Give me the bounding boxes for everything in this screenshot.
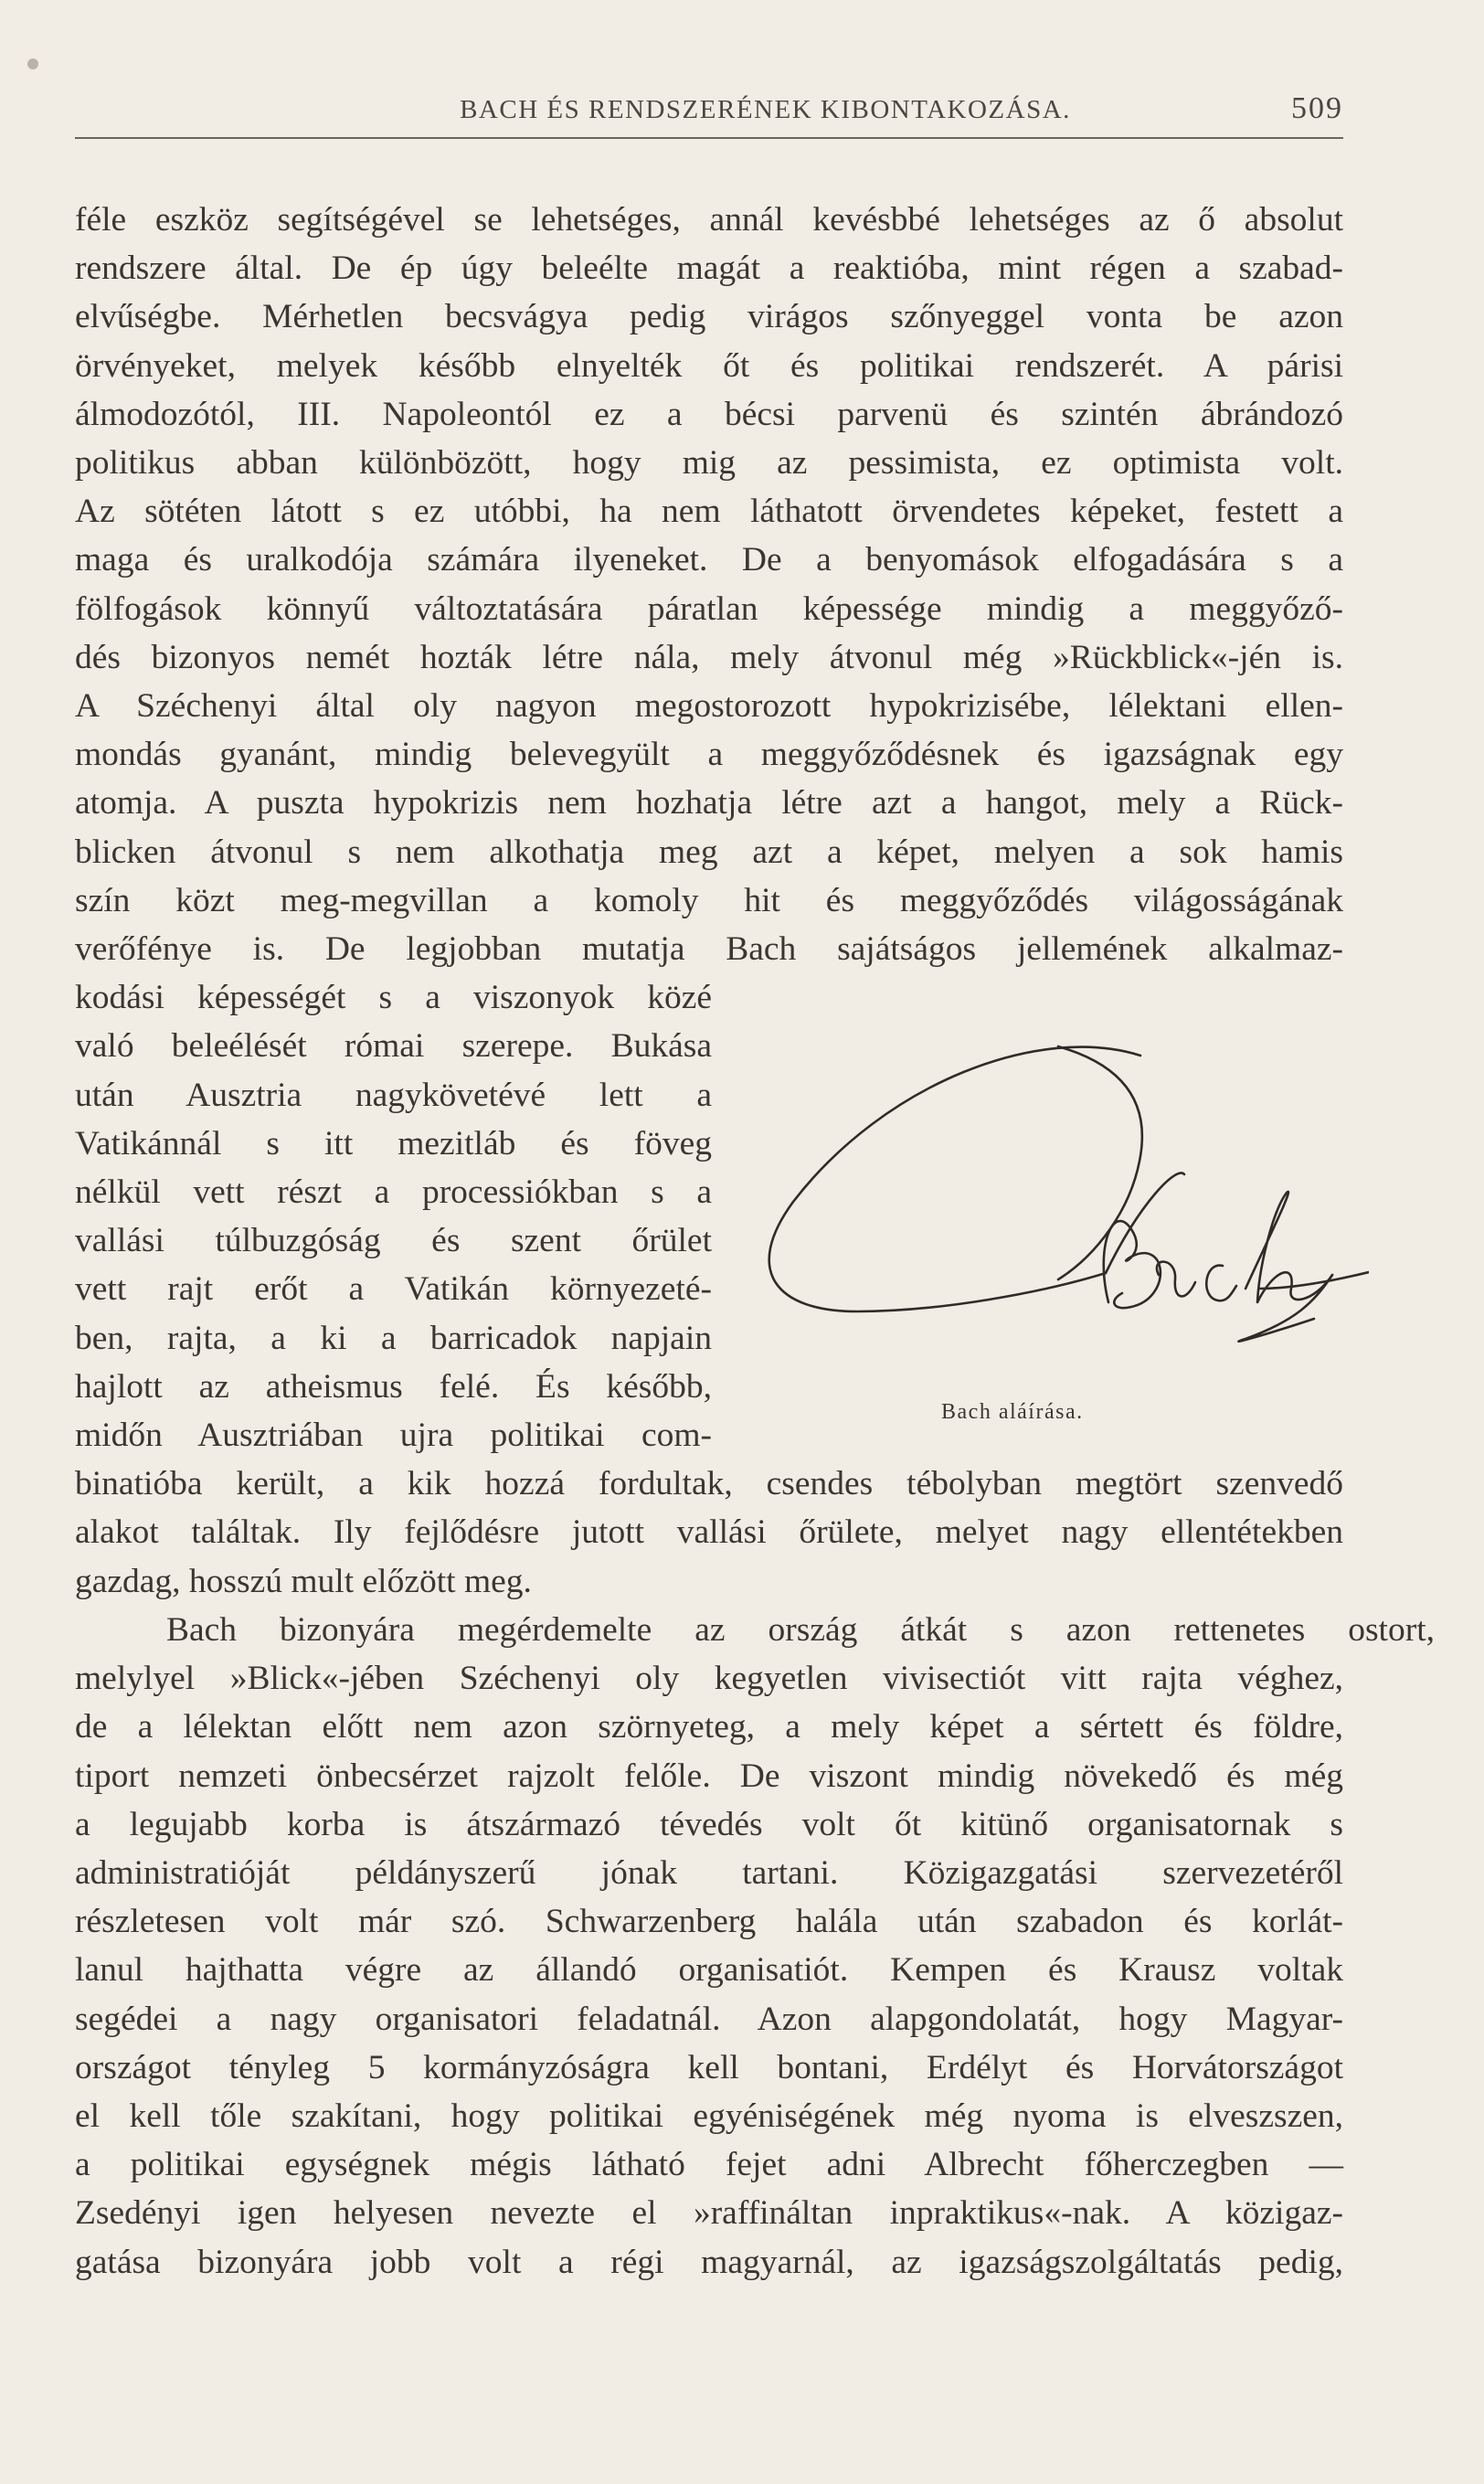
text-line: ben, rajta, a ki a barricadok napjain — [75, 1319, 712, 1357]
text-line: el kell tőle szakítani, hogy politikai egyéniségének még nyoma is elveszszen, — [75, 2097, 1343, 2135]
text-line: de a lélektan előtt nem azon szörnyeteg, a mely képet a sértett és földre, — [75, 1708, 1343, 1746]
text-line: binatióba került, a kik hozzá fordultak, csendes tébolyban megtört szenvedő — [75, 1465, 1343, 1503]
text-line: országot tényleg 5 kormányzóságra kell bontani, Erdélyt és Horvátországot — [75, 2048, 1343, 2086]
signature-caption: Bach aláírása. — [941, 1400, 1084, 1424]
text-line: való beleélését római szerepe. Bukása — [75, 1027, 712, 1066]
text-line: álmodozótól, III. Napoleontól ez a bécsi parvenü és szintén ábrándozó — [75, 395, 1343, 433]
text-line: Zsedényi igen helyesen nevezte el »raffináltan inpraktikus«-nak. A közigaz- — [75, 2194, 1343, 2233]
text-line: rendszere által. De ép úgy beleélte magát a reaktióba, mint régen a szabad- — [75, 249, 1343, 288]
margin-dot — [27, 58, 38, 69]
text-line: lanul hajthatta végre az állandó organisatiót. Kempen és Krausz voltak — [75, 1951, 1343, 1990]
text-line: részletesen volt már szó. Schwarzenberg halála után szabadon és korlát- — [75, 1903, 1343, 1941]
text-line: A Széchenyi által oly nagyon megostorozott hypokrizisébe, lélektani ellen- — [75, 687, 1343, 726]
header-title: BACH ÉS RENDSZERÉNEK KIBONTAKOZÁSA. — [460, 95, 1071, 124]
text-line: vett rajt erőt a Vatikán környezeté- — [75, 1270, 712, 1309]
text-line: atomja. A puszta hypokrizis nem hozhatja létre azt a hangot, mely a Rück- — [75, 784, 1343, 823]
text-line: hajlott az atheismus felé. És később, — [75, 1367, 712, 1406]
text-line: gatása bizonyára jobb volt a régi magyarnál, az igazságszolgáltatás pedig, — [75, 2243, 1343, 2281]
text-line: vallási túlbuzgóság és szent őrület — [75, 1222, 712, 1260]
text-line: féle eszköz segítségével se lehetséges, annál kevésbbé lehetséges az ő absolut — [75, 201, 1343, 239]
header-rule — [75, 137, 1343, 139]
text-line: mondás gyanánt, mindig belevegyült a meggyőződésnek és igazságnak egy — [75, 736, 1343, 774]
text-line: szín közt meg-megvillan a komoly hit és meggyőződés világosságának — [75, 881, 1343, 919]
text-line: tiport nemzeti önbecsérzet rajzolt felőle. De viszont mindig növekedő és még — [75, 1757, 1343, 1795]
text-line: maga és uralkodója számára ilyeneket. De a benyomások elfogadására s a — [75, 541, 1343, 579]
text-line: midőn Ausztriában ujra politikai com- — [75, 1417, 712, 1455]
text-line: elvűségbe. Mérhetlen becsvágya pedig virágos szőnyeggel vonta be azon — [75, 298, 1343, 336]
text-line: a legujabb korba is átszármazó tévedés volt őt kitünő organisatornak s — [75, 1805, 1343, 1843]
text-line: verőfénye is. De legjobban mutatja Bach sajátságos jellemének alkalmaz- — [75, 930, 1343, 969]
text-line: fölfogások könnyű változtatására páratlan képessége mindig a meggyőző- — [75, 589, 1343, 628]
running-header — [75, 91, 1343, 137]
paragraph-1-end — [75, 1460, 1343, 1606]
text-line: melylyel »Blick«-jében Széchenyi oly kegyetlen vivisectiót vitt rajta véghez, — [75, 1660, 1343, 1698]
text-line: Az sötéten látott s ez utóbbi, ha nem láthatott örvendetes képeket, festett a — [75, 493, 1343, 531]
text-line: dés bizonyos nemét hozták létre nála, mely átvonul még »Rückblick«-jén is. — [75, 638, 1343, 676]
text-line: nélkül vett részt a processiókban s a — [75, 1173, 712, 1212]
text-line: segédei a nagy organisatori feladatnál. Azon alapgondolatát, hogy Magyar- — [75, 2000, 1343, 2038]
text-line: kodási képességét s a viszonyok közé — [75, 979, 712, 1017]
text-line: Vatikánnál s itt mezitláb és föveg — [75, 1124, 712, 1162]
text-line: alakot találtak. Ily fejlődésre jutott vallási őrülete, melyet nagy ellentétekben — [75, 1513, 1343, 1552]
paragraph-2 — [75, 1606, 1435, 2287]
text-line: politikus abban különbözött, hogy mig az pessimista, ez optimista volt. — [75, 444, 1343, 483]
text-line: gazdag, hosszú mult előzött meg. — [75, 1562, 532, 1600]
text-line: blicken átvonul s nem alkothatja meg azt a képet, melyen a sok hamis — [75, 833, 1343, 871]
paragraph-1-top — [75, 196, 1343, 973]
text-line: administratióját példányszerű jónak tartani. Közigazgatási szervezetéről — [75, 1853, 1343, 1892]
text-line: örvényeket, melyek később elnyelték őt és politikai rendszerét. A párisi — [75, 346, 1343, 385]
text-line: a politikai egységnek mégis látható fejet adni Albrecht főherczegben — — [75, 2146, 1343, 2184]
text-line: után Ausztria nagykövetévé lett a — [75, 1076, 712, 1114]
page-number: 509 — [1291, 91, 1343, 125]
bach-signature — [747, 1028, 1369, 1394]
text-line: Bach bizonyára megérdemelte az ország átkát s azon rettenetes ostort, — [166, 1610, 1435, 1649]
